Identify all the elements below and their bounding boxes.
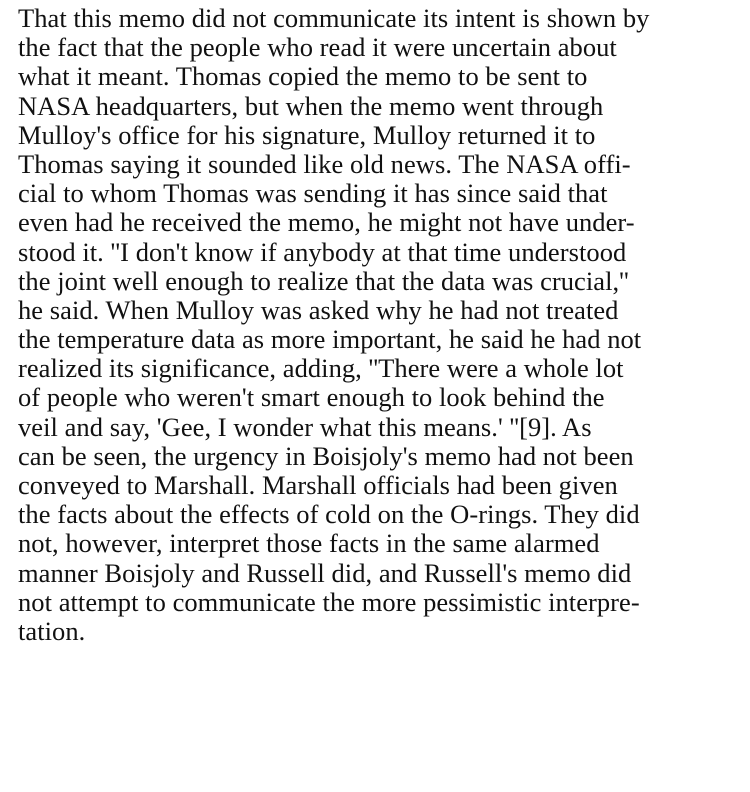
- text-line: can be seen, the urgency in Boisjoly's memo had not been: [18, 440, 634, 471]
- text-line: he said. When Mulloy was asked why he had not treated: [18, 294, 619, 325]
- text-line: NASA headquarters, but when the memo went through: [18, 90, 604, 121]
- text-line: not attempt to communicate the more pessimistic interpre-: [18, 586, 640, 617]
- text-line: the temperature data as more important, he said he had not: [18, 324, 642, 355]
- text-line: That this memo did not communicate its intent is shown by: [18, 3, 650, 33]
- text-line: tation.: [18, 615, 86, 646]
- text-line: stood it. ''I don't know if anybody at that time understood: [18, 236, 627, 267]
- text-line: the facts about the effects of cold on the O-rings. They did: [18, 499, 640, 530]
- body-paragraph: [18, 4, 748, 646]
- text-line: the fact that the people who read it were uncertain about: [18, 32, 617, 63]
- text-line: Mulloy's office for his signature, Mulloy returned it to: [18, 119, 596, 150]
- text-line: veil and say, 'Gee, I wonder what this means.' ''[9]. As: [18, 411, 592, 442]
- text-line: even had he received the memo, he might not have under-: [18, 207, 635, 238]
- text-line: the joint well enough to realize that the data was crucial,'': [18, 265, 629, 296]
- text-line: cial to whom Thomas was sending it has since said that: [18, 178, 608, 209]
- text-line: realized its significance, adding, ''There were a whole lot: [18, 353, 624, 384]
- text-line: what it meant. Thomas copied the memo to be sent to: [18, 61, 588, 92]
- text-line: manner Boisjoly and Russell did, and Russell's memo did: [18, 557, 632, 588]
- text-line: conveyed to Marshall. Marshall officials had been given: [18, 470, 618, 500]
- text-line: Thomas saying it sounded like old news. The NASA offi-: [18, 148, 631, 179]
- text-line: of people who weren't smart enough to look behind the: [18, 382, 605, 413]
- text-line: not, however, interpret those facts in the same alarmed: [18, 528, 600, 559]
